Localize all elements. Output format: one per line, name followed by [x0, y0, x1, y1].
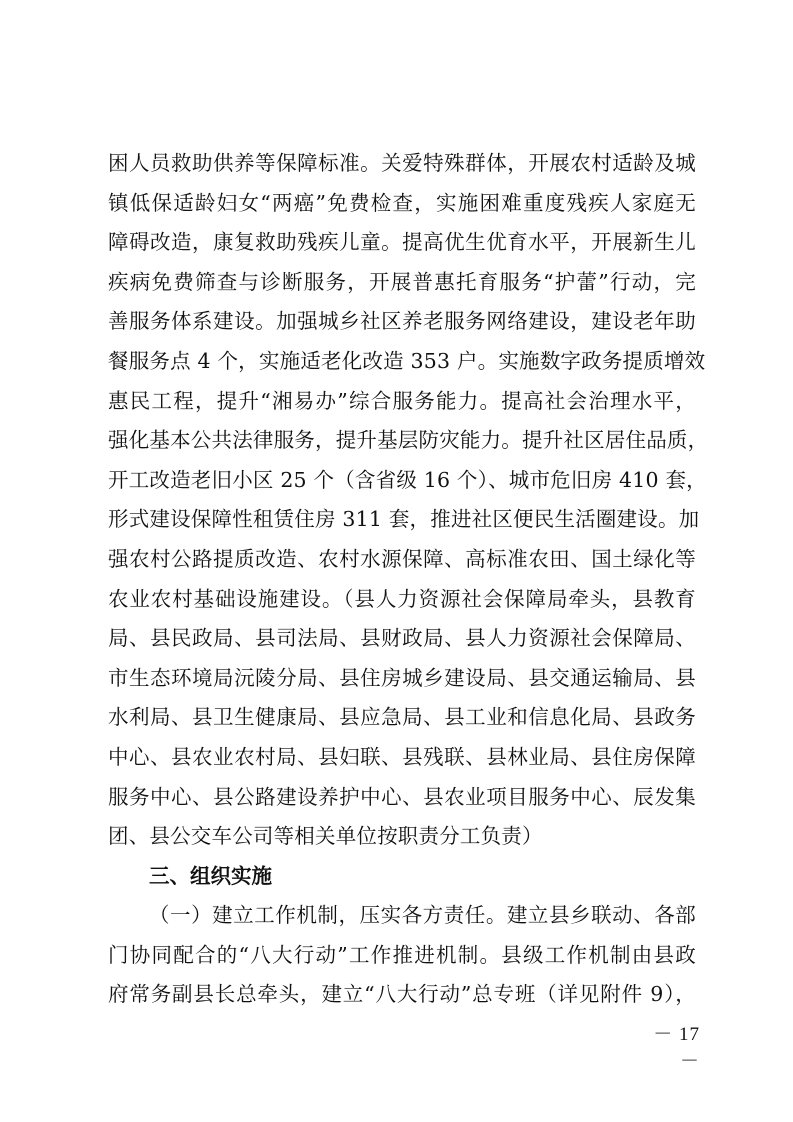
paragraph-line: 障碍改造，康复救助残疾儿童。提高优生优育水平，开展新生儿	[108, 230, 696, 255]
paragraph-line: 团、县公交车公司等相关单位按职责分工负责）	[108, 824, 543, 849]
body-text	[108, 144, 709, 1015]
paragraph-line: 形式建设保障性租赁住房 311 套，推进社区便民生活圈建设。加	[108, 507, 700, 532]
section-line: （一）建立工作机制，压实各方责任。建立县乡联动、各部	[149, 903, 696, 928]
paragraph-line: 疾病免费筛查与诊断服务，开展普惠托育服务“护蕾”行动，完	[108, 269, 696, 294]
paragraph-line: 农业农村基础设施建设。（县人力资源社会保障局牵头，县教育	[108, 586, 696, 611]
paragraph-line: 局、县民政局、县司法局、县财政局、县人力资源社会保障局、	[108, 626, 696, 651]
paragraph-line: 水利局、县卫生健康局、县应急局、县工业和信息化局、县政务	[108, 705, 696, 730]
paragraph-line: 餐服务点 4 个，实施适老化改造 353 户。实施数字政务提质增效	[108, 348, 706, 373]
paragraph-line: 开工改造老旧小区 25 个（含省级 16 个）、城市危旧房 410 套，	[108, 467, 707, 492]
paragraph-line: 困人员救助供养等保障标准。关爱特殊群体，开展农村适龄及城	[108, 151, 696, 175]
paragraph-line: 镇低保适龄妇女“两癌”免费检查，实施困难重度残疾人家庭无	[108, 190, 696, 215]
paragraph-line: 强农村公路提质改造、农村水源保障、高标准农田、国土绿化等	[108, 546, 696, 571]
paragraph-line: 服务中心、县公路建设养护中心、县农业项目服务中心、辰发集	[108, 784, 696, 809]
section-heading: 三、组织实施	[149, 863, 272, 888]
section-line: 门协同配合的“八大行动”工作推进机制。县级工作机制由县政	[108, 942, 696, 967]
paragraph-line: 中心、县农业农村局、县妇联、县残联、县林业局、县住房保障	[108, 744, 696, 769]
paragraph-line: 惠民工程，提升“湘易办”综合服务能力。提高社会治理水平，	[108, 388, 696, 413]
paragraph-line: 市生态环境局沅陵分局、县住房城乡建设局、县交通运输局、县	[108, 665, 696, 690]
section-line: 府常务副县长总牵头，建立“八大行动”总专班（详见附件 9），	[108, 982, 696, 1007]
paragraph-line: 善服务体系建设。加强城乡社区养老服务网络建设，建设老年助	[108, 309, 696, 334]
page-number: － 17 －	[653, 1024, 700, 1072]
paragraph-line: 强化基本公共法律服务，提升基层防灾能力。提升社区居住品质，	[108, 428, 709, 453]
